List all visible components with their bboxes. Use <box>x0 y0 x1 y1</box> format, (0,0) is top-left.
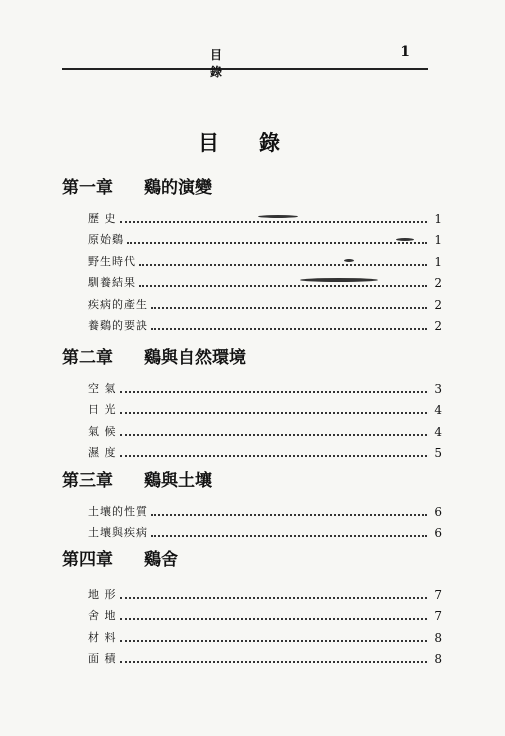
toc-entry-label: 土壤與疾病 <box>88 526 148 539</box>
toc-entry-page: 8 <box>434 630 442 645</box>
toc-entry[interactable] <box>88 417 442 439</box>
toc-entry-page: 5 <box>434 446 442 460</box>
toc-entry-label: 養鷄的要訣 <box>88 319 148 332</box>
toc-entry-label: 野生時代 <box>88 254 136 268</box>
toc-entry-label: 濕 度 <box>88 446 117 459</box>
toc-entry-label: 日 光 <box>88 403 117 416</box>
chapter-number: 第四章 <box>62 550 113 570</box>
toc-entry-page: 1 <box>434 254 442 269</box>
dot-leader <box>120 433 428 436</box>
chapter-number: 第三章 <box>62 471 113 491</box>
toc-entry-label: 氣 候 <box>88 424 117 438</box>
dot-leader <box>139 284 427 287</box>
toc-entry[interactable] <box>88 645 442 667</box>
toc-entry-page: 3 <box>434 381 442 396</box>
toc-entry[interactable] <box>88 519 442 541</box>
ink-smudge <box>344 259 354 262</box>
chapter-heading <box>62 465 442 491</box>
toc-entry-label: 土壤的性質 <box>88 504 148 518</box>
running-head-title: 目錄 <box>210 48 263 79</box>
chapter-heading <box>62 544 442 570</box>
page-title: 目錄 <box>198 131 320 155</box>
toc-entry[interactable] <box>88 269 442 291</box>
ink-smudge <box>258 215 298 218</box>
toc-entry-page: 2 <box>434 297 442 312</box>
chapter-1 <box>62 172 442 333</box>
toc-entry[interactable] <box>88 226 442 248</box>
dot-leader <box>120 454 428 457</box>
toc-entry[interactable] <box>88 247 442 269</box>
chapter-4 <box>62 544 442 666</box>
toc-entry-page: 6 <box>434 526 442 540</box>
running-head <box>62 44 428 79</box>
dot-leader <box>120 639 428 642</box>
dot-leader <box>151 327 427 330</box>
toc-entry[interactable] <box>88 439 442 461</box>
chapter-title: 鷄的演變 <box>144 178 212 198</box>
dot-leader <box>120 660 428 663</box>
dot-leader <box>120 220 428 223</box>
dot-leader <box>151 534 427 537</box>
running-head-page-number: 1 <box>400 44 410 60</box>
toc-entry-label: 原始鷄 <box>88 233 124 246</box>
toc-entry[interactable] <box>88 290 442 312</box>
dot-leader <box>120 617 428 620</box>
toc-entry-label: 空 氣 <box>88 381 117 395</box>
dot-leader <box>151 513 427 516</box>
chapter-2 <box>62 342 442 460</box>
toc-entry-page: 6 <box>434 504 442 519</box>
toc-entry-page: 1 <box>434 233 442 247</box>
dot-leader <box>127 241 427 244</box>
toc-entry-page: 7 <box>434 587 442 602</box>
dot-leader <box>139 263 427 266</box>
toc-entry-label: 疾病的產生 <box>88 297 148 311</box>
chapter-title: 鷄舍 <box>144 550 178 570</box>
toc-entry-page: 1 <box>434 211 442 226</box>
dot-leader <box>120 390 428 393</box>
chapter-title: 鷄與自然環境 <box>144 348 246 368</box>
toc-entry[interactable] <box>88 312 442 334</box>
toc-entry[interactable] <box>88 602 442 624</box>
toc-entry-page: 4 <box>434 424 442 439</box>
ink-smudge <box>396 238 414 241</box>
chapter-3 <box>62 465 442 540</box>
chapter-title: 鷄與土壤 <box>144 471 212 491</box>
chapter-number: 第二章 <box>62 348 113 368</box>
dot-leader <box>151 306 427 309</box>
chapter-heading <box>62 342 442 368</box>
toc-entry-page: 4 <box>434 403 442 417</box>
toc-entry[interactable] <box>88 396 442 418</box>
toc-entry-label: 材 料 <box>88 630 117 644</box>
ink-smudge <box>300 278 378 282</box>
toc-entry[interactable] <box>88 623 442 645</box>
toc-entry-label: 歷 史 <box>88 211 117 225</box>
toc-entry-label: 馴養結果 <box>88 276 136 289</box>
toc-entry[interactable] <box>88 374 442 396</box>
dot-leader <box>120 411 428 414</box>
toc-entry-page: 2 <box>434 319 442 333</box>
toc-entry-label: 舍 地 <box>88 609 117 622</box>
toc-entry-label: 面 積 <box>88 652 117 665</box>
toc-entry-page: 8 <box>434 652 442 666</box>
toc-entry[interactable] <box>88 497 442 519</box>
toc-entry-page: 2 <box>434 276 442 290</box>
toc-entry-label: 地 形 <box>88 587 117 601</box>
toc-entry-page: 7 <box>434 609 442 623</box>
dot-leader <box>120 596 428 599</box>
chapter-heading <box>62 172 442 198</box>
chapter-number: 第一章 <box>62 178 113 198</box>
toc-entry[interactable] <box>88 580 442 602</box>
